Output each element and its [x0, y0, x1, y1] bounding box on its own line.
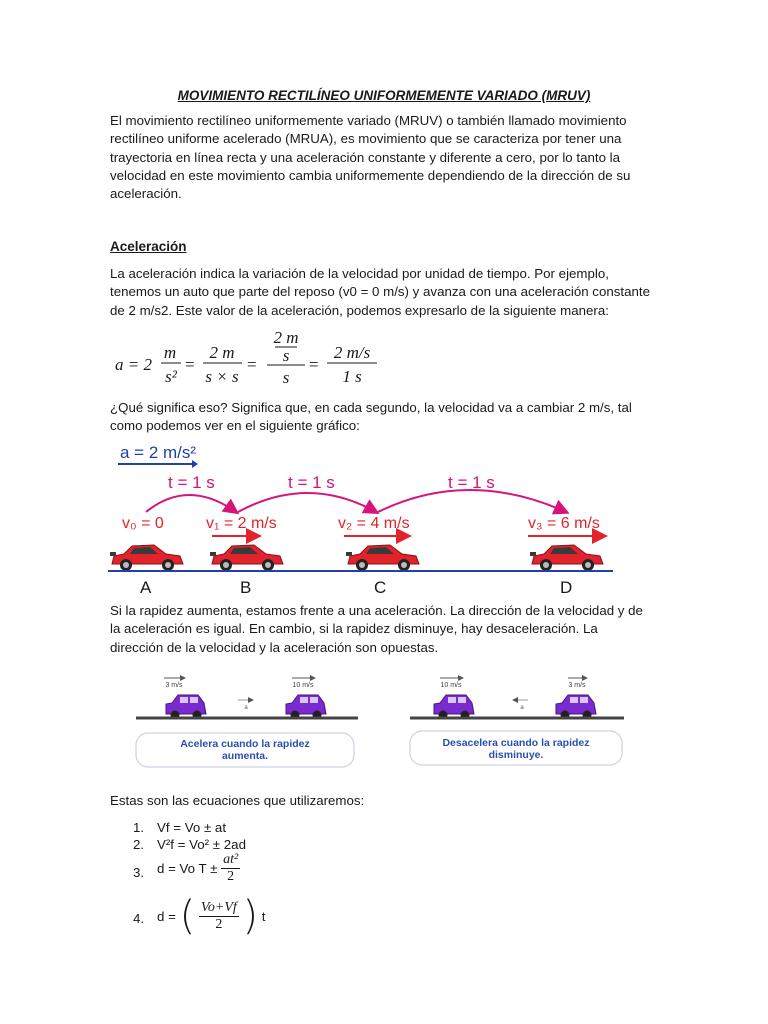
equation-2-number: 2.	[133, 837, 145, 852]
car-b	[210, 545, 283, 571]
formula-f1-num: m	[163, 343, 177, 362]
formula-f3-den: s	[282, 368, 290, 387]
equation-2-text: V²f = Vo² ± 2ad	[157, 837, 246, 852]
t-label-1: t = 1 s	[168, 473, 215, 492]
equation-4-numerator: Vo+Vf	[200, 899, 237, 915]
formula-f2-den: s × s	[205, 367, 239, 386]
right-speed-2: 3 m/s	[568, 682, 586, 689]
left-car-2	[286, 695, 326, 720]
intro-paragraph: El movimiento rectilíneo uniformemente variado (MRUV) o también llamado movimiento rectilíneo uniforme acelerado (MRUA), es movimiento que se caracteriza por tener una trayectoria en línea recta y una aceleración constante y diferente a cero, por lo tanto la velocidad en este movimiento cambia uniformemente dependiendo de la dirección de su aceleración.	[110, 113, 631, 202]
formula-f4-den: 1 s	[342, 367, 362, 386]
formula-eq1: =	[185, 355, 195, 374]
accel-label: a = 2 m/s²	[120, 443, 197, 462]
left-speed-2: 10 m/s	[292, 682, 314, 689]
arc-b-c	[238, 493, 376, 512]
t-label-3: t = 1 s	[448, 473, 495, 492]
point-b: B	[240, 578, 252, 597]
right-speed-1: 10 m/s	[440, 682, 462, 689]
acceleration-formula	[115, 330, 415, 390]
v1-label: v₁ = 2 m/s	[206, 515, 277, 532]
right-car-2	[556, 695, 596, 720]
car-d	[530, 545, 603, 571]
v0-label: v₀ = 0	[122, 515, 164, 532]
rapidez-paragraph: Si la rapidez aumenta, estamos frente a una aceleración. La dirección de la velocidad y de la aceleración es igual. En cambio, si la rapidez disminuye, hay desaceleración. La dirección de la velocidad y la aceleración son opuestas.	[110, 603, 643, 655]
point-c: C	[374, 578, 387, 597]
left-accel-label: a	[244, 705, 248, 711]
equation-3-numerator: at²	[223, 852, 239, 867]
page-title: MOVIMIENTO RECTILÍNEO UNIFORMEMENTE VARIADO (MRUV)	[177, 88, 591, 103]
right-accel-label: a	[520, 705, 524, 711]
arc-c-d	[378, 490, 566, 512]
equation-3-number: 3.	[133, 865, 145, 880]
v2-label: v₂ = 4 m/s	[338, 515, 410, 532]
right-caption: Desacelera cuando la rapidez disminuye.	[442, 737, 590, 761]
equation-4-number: 4.	[133, 911, 145, 926]
car-a	[110, 545, 183, 571]
equation-3-denominator: 2	[227, 869, 235, 884]
equation-3-prefix: d = Vo T ±	[157, 861, 218, 876]
arc-a-b	[146, 495, 236, 512]
equation-4-suffix: t	[261, 908, 266, 924]
formula-f3-num-top: 2 m	[273, 330, 299, 347]
formula-f4-num: 2 m/s	[333, 343, 371, 362]
v3-label: v₃ = 6 m/s	[528, 515, 600, 532]
equations-intro: Estas son las ecuaciones que utilizaremos:	[110, 793, 365, 808]
equation-3-fraction	[221, 852, 240, 885]
equation-4-right-paren: )	[242, 893, 259, 939]
section-heading-aceleracion: Aceleración	[110, 239, 187, 254]
point-a: A	[140, 578, 152, 597]
accel-decel-figure	[130, 670, 630, 776]
left-car-1	[166, 695, 206, 720]
point-d: D	[560, 578, 573, 597]
formula-eq3: =	[309, 355, 319, 374]
acceleration-diagram	[108, 438, 613, 598]
formula-f3-num-bot: s	[282, 346, 290, 365]
car-c	[346, 545, 419, 571]
formula-lhs: a = 2	[115, 355, 152, 374]
question-paragraph: ¿Qué significa eso? Significa que, en cada segundo, la velocidad va a cambiar 2 m/s, tal como podemos ver en el siguiente gráfico:	[110, 400, 632, 434]
equation-1-number: 1.	[133, 820, 145, 835]
t-label-2: t = 1 s	[288, 473, 335, 492]
equation-4-left-paren: (	[179, 893, 196, 939]
equation-1-text: Vf = Vo ± at	[157, 820, 227, 835]
formula-f2-num: 2 m	[209, 343, 235, 362]
acceleration-paragraph: La aceleración indica la variación de la velocidad por unidad de tiempo. Por ejemplo, tenemos un auto que parte del reposo (v0 = 0 m/s) y avanza con una aceleración constante de 2 m/s2. Este valor de la aceleración, podemos expresarlo de la siguiente manera:	[110, 266, 650, 318]
equation-4-prefix: d =	[157, 908, 176, 924]
left-speed-1: 3 m/s	[165, 682, 183, 689]
formula-f1-den: s²	[165, 367, 177, 386]
right-car-1	[434, 695, 474, 720]
equation-4-fraction	[199, 900, 239, 933]
formula-eq2: =	[247, 355, 257, 374]
equation-4-denominator: 2	[215, 916, 223, 932]
left-caption: Acelera cuando la rapidez aumenta.	[180, 738, 310, 762]
